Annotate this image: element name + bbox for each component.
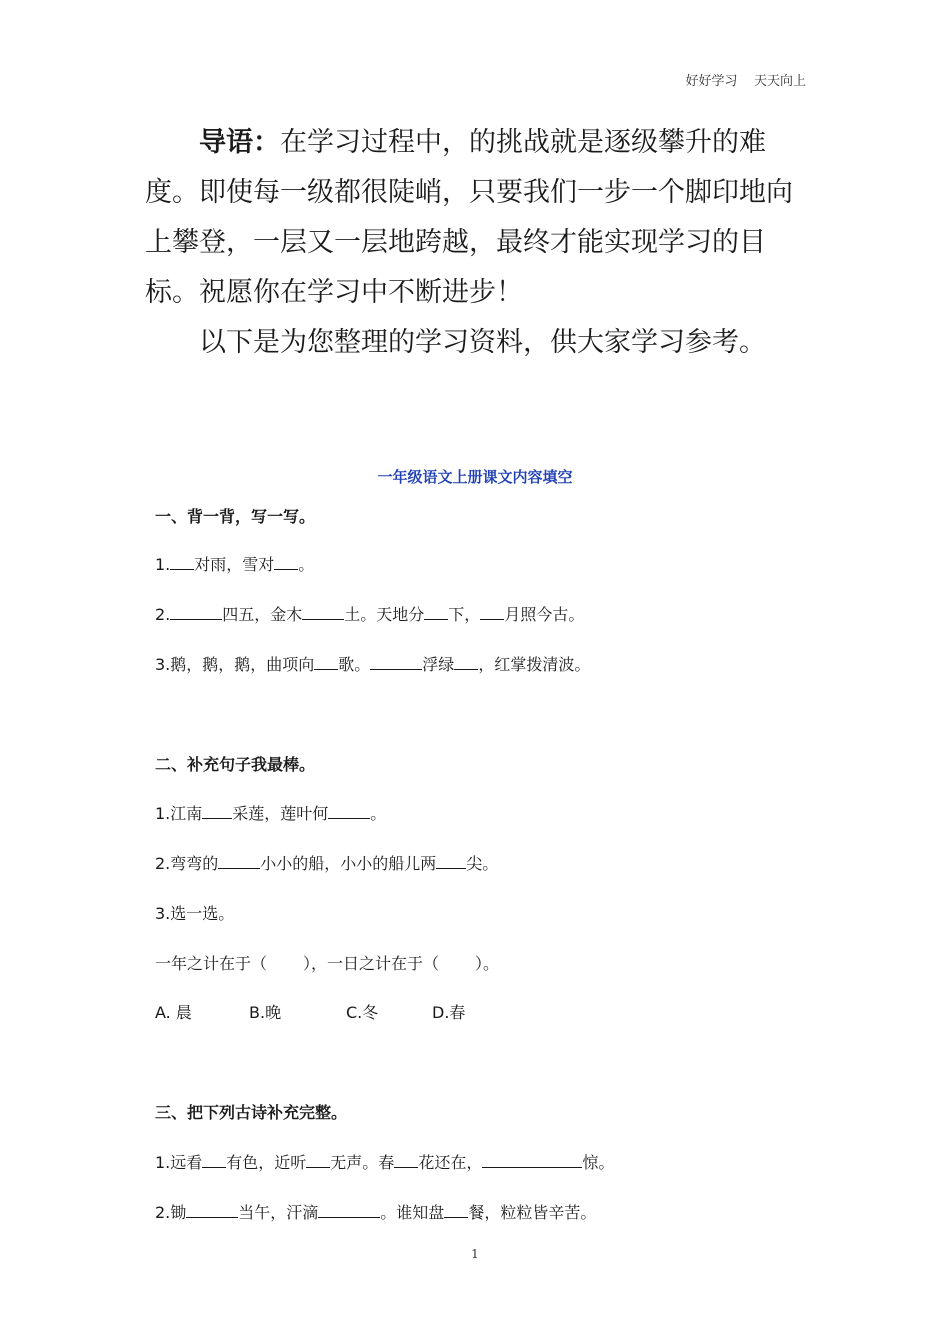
fill-blank[interactable] xyxy=(306,1153,330,1168)
fill-blank[interactable] xyxy=(328,804,370,819)
fill-blank[interactable] xyxy=(314,655,338,670)
section2-q3: 3.选一选。 xyxy=(155,904,235,923)
option-a[interactable]: A. 晨 xyxy=(155,1003,192,1022)
section3-q2: 2.锄 当午，汗滴 。谁知盘 餐，粒粒皆辛苦。 xyxy=(155,1203,597,1222)
section1-q2: 2. 四五，金木 土。天地分 下， 月照今古。 xyxy=(155,605,585,624)
fill-blank[interactable] xyxy=(202,804,232,819)
fill-blank[interactable] xyxy=(302,605,344,620)
section1-q1: 1. 对雨，雪对 。 xyxy=(155,555,315,574)
fill-blank[interactable] xyxy=(170,555,194,570)
section3-q1: 1.远看 有色，近听 无声。春 花还在， 惊。 xyxy=(155,1153,615,1172)
section3-heading: 三、把下列古诗补充完整。 xyxy=(155,1103,348,1122)
option-c[interactable]: C.冬 xyxy=(346,1003,379,1022)
page-header: 好好学习 天天向上 xyxy=(685,74,806,89)
fill-blank[interactable] xyxy=(394,1153,418,1168)
fill-blank[interactable] xyxy=(370,655,422,670)
fill-blank[interactable] xyxy=(186,1203,238,1218)
fill-blank[interactable] xyxy=(202,1153,226,1168)
fill-blank[interactable] xyxy=(218,854,260,869)
intro-text: 在学习过程中，的挑战就是逐级攀升的难度。即使每一级都很陡峭，只要我们一步一个脚印地向上攀登，一层又一层地跨越，最终才能实现学习的目标。祝愿你在学习中不断进步！ xyxy=(145,127,793,308)
section2-q4: 一年之计在于（ ），一日之计在于（ ）。 xyxy=(155,954,500,973)
fill-blank[interactable] xyxy=(436,854,466,869)
intro-paragraph-1 xyxy=(145,118,810,318)
section1-q3: 3.鹅，鹅，鹅，曲项向 歌。 浮绿 ，红掌拨清波。 xyxy=(155,655,591,674)
fill-blank[interactable] xyxy=(170,605,222,620)
option-d[interactable]: D.春 xyxy=(432,1003,466,1022)
intro-block xyxy=(145,118,810,368)
fill-blank[interactable] xyxy=(482,1153,582,1168)
intro-paragraph-2: 以下是为您整理的学习资料，供大家学习参考。 xyxy=(199,327,766,358)
fill-blank[interactable] xyxy=(444,1203,468,1218)
fill-blank[interactable] xyxy=(318,1203,380,1218)
section2-q1: 1.江南 采莲，莲叶何 。 xyxy=(155,804,387,823)
fill-blank[interactable] xyxy=(480,605,504,620)
section2-q2: 2.弯弯的 小小的船，小小的船儿两 尖。 xyxy=(155,854,499,873)
page-number: 1 xyxy=(471,1247,479,1261)
document-title: 一年级语文上册课文内容填空 xyxy=(377,468,573,486)
fill-blank[interactable] xyxy=(424,605,448,620)
intro-lead: 导语： xyxy=(199,127,280,158)
section1-heading: 一、背一背，写一写。 xyxy=(155,507,316,526)
option-b[interactable]: B.晚 xyxy=(249,1003,282,1022)
fill-blank[interactable] xyxy=(274,555,298,570)
section2-options xyxy=(155,1003,465,1023)
section2-heading: 二、补充句子我最棒。 xyxy=(155,755,316,774)
fill-blank[interactable] xyxy=(454,655,478,670)
